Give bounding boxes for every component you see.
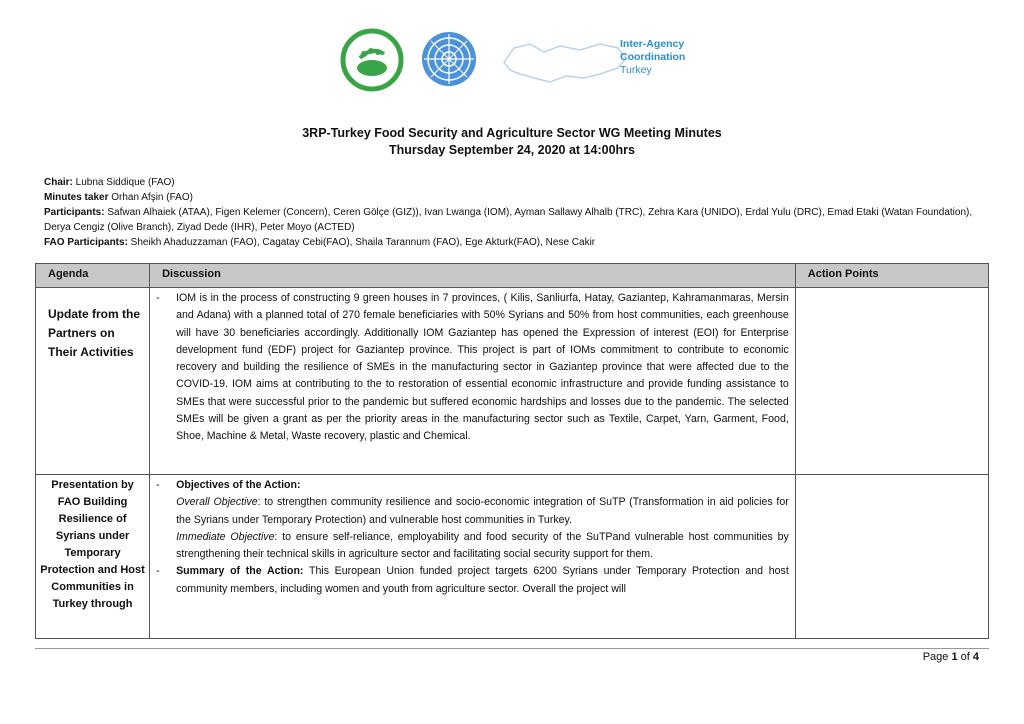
org-line-2: Coordination <box>620 51 686 63</box>
list-item <box>156 477 789 494</box>
page-prefix: Page <box>922 651 952 663</box>
overall-objective <box>156 494 789 529</box>
bullet-dash: - <box>156 292 160 304</box>
header-action-points: Action Points <box>795 264 988 288</box>
meeting-meta <box>44 175 984 250</box>
page-current: 1 <box>951 651 958 663</box>
org-line-1: Inter-Agency <box>620 38 685 50</box>
bullet-dash: - <box>156 479 160 491</box>
fao-participants-line <box>44 235 984 250</box>
agenda-cell: Presentation by FAO Building Resilience of Syrians under Temporary Protection and Host Communities in Turkey through <box>36 475 150 639</box>
title-line-2: Thursday September 24, 2020 at 14:00hrs <box>389 143 635 157</box>
footer-divider <box>35 648 989 649</box>
participants-line <box>44 205 984 235</box>
discussion-cell <box>150 475 796 639</box>
table-header-row <box>36 264 989 288</box>
un-emblem-icon <box>414 26 484 92</box>
discussion-cell <box>150 288 796 475</box>
chair-value: Lubna Siddique (FAO) <box>72 177 175 188</box>
minutes-value: Orhan Afşin (FAO) <box>108 192 193 203</box>
header-agenda: Agenda <box>36 264 150 288</box>
bullet-dash: - <box>156 565 160 578</box>
overall-objective-label: Overall Objective <box>176 496 258 509</box>
fao-participants-label: FAO Participants: <box>44 237 128 248</box>
overall-objective-text: : to strengthen community resilience and socio-economic integration of SuTP (Transformation in aid policies for the Syrians under Temporary Protection) and vulnerable host communities in Turkey. <box>176 496 789 526</box>
fao-participants-value: Sheikh Ahaduzzaman (FAO), Cagatay Cebi(FAO), Shaila Tarannum (FAO), Ege Akturk(FAO), Nese Cakir <box>127 237 596 248</box>
participants-label: Participants: <box>44 207 105 218</box>
immediate-objective <box>156 529 789 564</box>
immediate-objective-label: Immediate Objective <box>176 530 275 543</box>
summary-text: This European Union funded project targets 6200 Syrians under Temporary Protection and host community members, including women and youth from agriculture sector. Overall the project will <box>176 565 789 595</box>
org-name <box>620 38 685 77</box>
header-discussion: Discussion <box>150 264 796 288</box>
minutes-table <box>35 263 989 639</box>
fao-logo-icon <box>340 28 404 92</box>
minutes-label: Minutes taker <box>44 192 109 203</box>
chair-line <box>44 175 984 190</box>
header-logos <box>340 24 700 94</box>
table-row <box>36 475 989 639</box>
list-item <box>156 290 789 446</box>
table-row <box>36 288 989 475</box>
objectives-heading: Objectives of the Action: <box>176 479 301 491</box>
action-points-cell <box>795 475 988 639</box>
document-title <box>0 125 1024 159</box>
summary-heading: Summary of the Action: <box>176 565 304 578</box>
page-of: of <box>957 651 973 663</box>
org-line-3: Turkey <box>620 64 652 76</box>
iom-update-text: IOM is in the process of constructing 9 green houses in 7 provinces, ( Kilis, Sanliurfa, Hatay, Gaziantep, Kahramanmaras, Mersin and Adana) with a planned total of 270 female beneficiaries with 50% Syrians and 50% from host communities, each greenhouse will have 30 beneficiaries accordingly. Additionally IOM Gaziantep has opened the Expression of interest (EOI) for Enterprise development fund (EDF) project for Gaziantep province. This project is part of IOMs commitment to contribute to economic recovery and building the resilience of SMEs in the manufacturing sector in Gaziantep province that were affected due to the COVID-19. IOM aims at contributing to the to restoration of essential economic infrastructure and provide funding assistance to SMEs that were successful prior to the pandemic but suffered economic hardships and losses due to the pandemic. The selected SMEs will be given a grant as per the priority areas in the manufacturing sector such as Textile, Carpet, Yarn, Garment, Food, Shoe, Machine & Metal, Waste recovery, plastic and Chemical. <box>176 292 789 443</box>
title-line-1: 3RP-Turkey Food Security and Agriculture Sector WG Meeting Minutes <box>302 126 722 140</box>
page-total: 4 <box>972 651 979 663</box>
summary-paragraph <box>176 563 789 598</box>
chair-label: Chair: <box>44 177 73 188</box>
list-item <box>156 563 789 598</box>
participants-value: Safwan Alhaiek (ATAA), Figen Kelemer (Concern), Ceren Gölçe (GIZ)), Ivan Lwanga (IOM), Ayman Sallawy Alhalb (TRC), Zehra Kara (UNIDO), Erdal Yulu (DRC), Emad Etaki (Watan Foundation), Derya Cengiz (Olive Branch), Ziyad Dede (IHR), Peter Moyo (ACTED) <box>44 207 973 233</box>
minutes-line <box>44 190 984 205</box>
agenda-cell: Update from the Partners on Their Activities <box>36 288 150 475</box>
action-points-cell <box>795 288 988 475</box>
page-number <box>923 651 979 663</box>
immediate-objective-text: : to ensure self-reliance, employability and food security of the SuTPand vulnerable host communities by strengthening their technical skills in agriculture sector and facilitating social security support for them. <box>176 530 789 561</box>
